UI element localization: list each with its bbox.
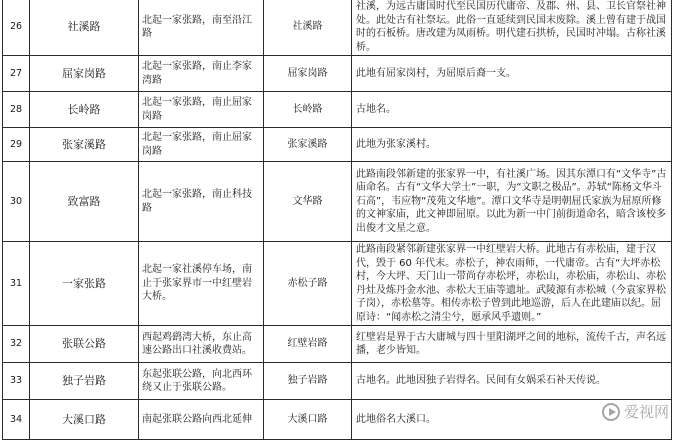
table-row [3, 56, 672, 92]
road-range: 南起张联公路向西北延伸 [139, 400, 264, 440]
old-road-name: 长岭路 [264, 92, 352, 128]
new-road-name: 长岭路 [30, 92, 139, 128]
row-number: 33 [3, 363, 30, 400]
row-number: 31 [3, 242, 30, 326]
new-road-name: 大溪口路 [30, 400, 139, 440]
name-meaning: 社溪，为远古庸国时代至民国历代庸帝、及郡、州、县、卫长官祭社神处。此处古有社祭坛。此俗一直延续到民国末废除。溪上曾有建于战国时的石板桥。唐改建为凤雨桥。明代建石拱桥，民国时冲塌。古称社溪桥。 [352, 0, 672, 56]
new-road-name: 张联公路 [30, 326, 139, 363]
row-number: 30 [3, 162, 30, 242]
new-road-name: 张家溪路 [30, 128, 139, 162]
name-meaning: 此地有屈家岗村，为屈原后裔一支。 [352, 56, 672, 92]
name-meaning: 此地为张家溪村。 [352, 128, 672, 162]
name-meaning: 古地名。 [352, 92, 672, 128]
table-row [3, 128, 672, 162]
new-road-name: 独子岩路 [30, 363, 139, 400]
table-row [3, 400, 672, 440]
table-body [3, 0, 672, 440]
old-road-name: 文华路 [264, 162, 352, 242]
new-road-name: 致富路 [30, 162, 139, 242]
old-road-name: 张家溪路 [264, 128, 352, 162]
row-number: 29 [3, 128, 30, 162]
old-road-name: 社溪路 [264, 0, 352, 56]
table-row [3, 162, 672, 242]
old-road-name: 大溪口路 [264, 400, 352, 440]
road-range: 北起一家社溪停车场，南止于张家界市一中红壁岩大桥。 [139, 242, 264, 326]
row-number: 26 [3, 0, 30, 56]
row-number: 34 [3, 400, 30, 440]
table-row [3, 92, 672, 128]
watermark [602, 401, 669, 422]
road-range: 北起一家张路，南止科技路 [139, 162, 264, 242]
new-road-name: 一家张路 [30, 242, 139, 326]
road-range: 东起张联公路，向北西环绕又止于张联公路。 [139, 363, 264, 400]
road-range: 北起一家张路，南止李家湾路 [139, 56, 264, 92]
table-row [3, 0, 672, 56]
watermark-text: 爱视网 [623, 403, 669, 421]
table-row [3, 363, 672, 400]
road-range: 北起一家张路，南止屈家岗路 [139, 128, 264, 162]
new-road-name: 社溪路 [30, 0, 139, 56]
road-range: 西起鸡鹞湾大桥，东止高速公路出口社溪收费站。 [139, 326, 264, 363]
old-road-name: 独子岩路 [264, 363, 352, 400]
row-number: 32 [3, 326, 30, 363]
table-row [3, 326, 672, 363]
row-number: 28 [3, 92, 30, 128]
old-road-name: 红壁岩路 [264, 326, 352, 363]
name-meaning: 古地名。此地因独子岩得名。民间有女娲采石补天传说。 [352, 363, 672, 400]
table-row [3, 242, 672, 326]
name-meaning: 此地俗名大溪口。 [352, 400, 672, 440]
road-range: 北起一家张路，南止屈家岗路 [139, 92, 264, 128]
old-road-name: 赤松子路 [264, 242, 352, 326]
new-road-name: 屈家岗路 [30, 56, 139, 92]
name-meaning: 红壁岩是界于古大庸城与四十里阳湖坪之间的地标，流传千古，声名远播，老少皆知。 [352, 326, 672, 363]
name-meaning: 此路南段紧邻新建张家界一中红壁岩大桥。此地古有赤松庙，建于汉代，毁于 60 年代末。赤松子，神农雨师，一代庸帝。古有“大坪赤松村，今大坪、天门山一带尚存赤松坪，赤松山，赤松庙，赤松山、赤松丹灶及炼丹金水池、赤松大王庙等遗址。武陵源有赤松城（今袁家界松子岗），赤松墓等。相传赤松子曾到此地巡游，后人在此建庙以纪。屈原诗：“闻赤松之清尘兮，愿承风乎遗则。” [352, 242, 672, 326]
street-names-table [2, 0, 672, 440]
name-meaning: 此路南段邻新建的张家界一中，有社溪广场。因其东潭口有“文华寺”古庙命名。古有“文华大学士”一职，为“文职之极品”。苏轼“陈杨文华斗石高”，韦应物“茂苑文华地”。潭口文华寺是明朝屈氏家族为屈原所修的文神家庙，此文神即屈原。以此为新一中门前街道命名，暗含该校多出俊才文星之意。 [352, 162, 672, 242]
old-road-name: 屈家岗路 [264, 56, 352, 92]
play-circle-icon [602, 403, 620, 421]
row-number: 27 [3, 56, 30, 92]
road-range: 北起一家张路，南至沿江路 [139, 0, 264, 56]
